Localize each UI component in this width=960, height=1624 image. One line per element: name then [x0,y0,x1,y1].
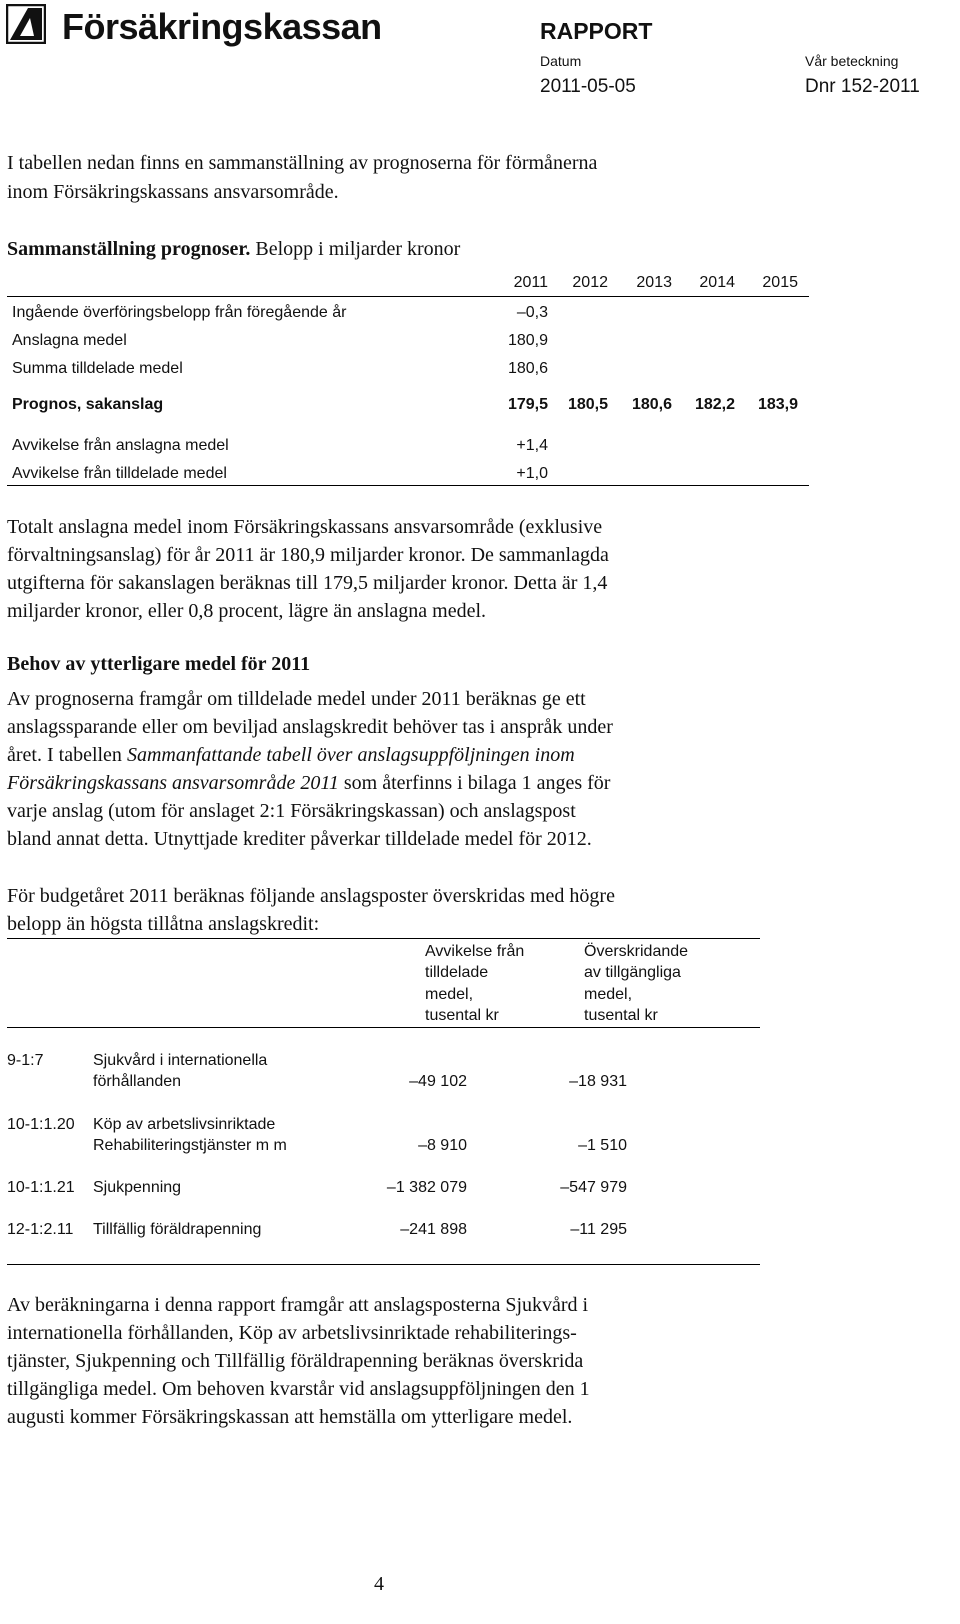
table2-row-code: 9-1:7 [7,1052,44,1069]
year-2015: 2015 [762,274,798,291]
table1-bottom-rule [7,485,809,486]
para2-line: anslagssparande eller om beviljad anslagskredit behöver tas i anspråk under [7,716,613,738]
page-number: 4 [374,1573,384,1595]
table2-col2-header: av tillgängliga [584,964,681,981]
para2-text: som återfinns i bilaga 1 anges för [338,772,611,794]
intro-line-1: I tabellen nedan finns en sammanställning av prognoserna för förmånerna [7,152,598,174]
prognos-value-2012: 180,5 [567,396,608,413]
avvikelse-label: Avvikelse från anslagna medel [12,437,229,454]
table1-caption [7,238,460,261]
table2-row-name: Köp av arbetslivsinriktade [93,1116,276,1133]
table1-caption-rest: Belopp i miljarder kronor [250,238,461,260]
avvikelse-value: +1,0 [516,465,548,482]
logo-text: Försäkringskassan [62,6,382,47]
prognos-value-2015: 183,9 [757,396,798,413]
para1-line: Totalt anslagna medel inom Försäkringskassans ansvarsområde (exklusive [7,516,603,538]
para4-line: Av beräkningarna i denna rapport framgår att anslagsposterna Sjukvård i [7,1294,589,1316]
prognos-value-2013: 180,6 [631,396,672,413]
table2-top-rule [7,938,760,939]
table2-bottom-rule [7,1264,760,1265]
prognos-value-2011: 179,5 [507,396,548,413]
row-value: 180,9 [507,332,548,349]
table2-row-value: –547 979 [560,1179,627,1196]
table2-col2-header: tusental kr [584,1007,658,1024]
year-2014: 2014 [699,274,735,291]
document-type: RAPPORT [540,18,653,44]
para1-line: utgifterna för sakanslagen beräknas till 179,5 miljarder kronor. Detta är 1,4 [7,572,608,594]
year-2012: 2012 [572,274,608,291]
prognos-value-2014: 182,2 [694,396,735,413]
table2-row-value: –241 898 [400,1221,467,1238]
table2-row-name: Rehabiliteringstjänster m m [93,1137,287,1154]
row-value: –0,3 [516,304,548,321]
para2-line: bland annat detta. Utnyttjade krediter påverkar tilldelade medel för 2012. [7,828,592,850]
table2-row-name: Tillfällig föräldrapenning [93,1221,262,1238]
row-value: 180,6 [507,360,548,377]
prognos-label: Prognos, sakanslag [12,396,164,413]
row-label: Anslagna medel [12,332,127,349]
para4-line: tjänster, Sjukpenning och Tillfällig föräldrapenning beräknas överskrida [7,1350,584,1372]
table2-row-code: 12-1:2.11 [7,1221,74,1238]
table2-row-value: –18 931 [569,1073,627,1090]
table2-col2-header: medel, [584,986,633,1003]
table2-col2-header: Överskridande [584,943,689,960]
row-label: Summa tilldelade medel [12,360,183,377]
table2-row-value: –1 382 079 [386,1179,467,1196]
para2-line [7,772,610,795]
para2-italic-title: Försäkringskassans ansvarsområde 2011 [7,772,339,794]
para4-line: internationella förhållanden, Köp av arbetslivsinriktade rehabiliterings- [7,1322,577,1344]
section-heading: Behov av ytterligare medel för 2011 [7,653,311,675]
date-value: 2011-05-05 [540,76,636,97]
para1-line: miljarder kronor, eller 0,8 procent, lägre än anslagna medel. [7,600,487,622]
table2-col1-header: tusental kr [425,1007,499,1024]
avvikelse-value: +1,4 [516,437,548,454]
para1-line: förvaltningsanslag) för år 2011 är 180,9 miljarder kronor. De sammanlagda [7,544,609,566]
para2-line: Av prognoserna framgår om tilldelade medel under 2011 beräknas ge ett [7,688,586,710]
date-label: Datum [540,53,582,69]
table2-row-code: 10-1:1.21 [7,1179,75,1196]
reference-label: Vår beteckning [805,53,899,69]
avvikelse-label: Avvikelse från tilldelade medel [12,465,227,482]
year-2011: 2011 [513,274,548,291]
table2-row-value: –8 910 [418,1137,467,1154]
intro-line-2: inom Försäkringskassans ansvarsområde. [7,181,339,203]
table2-header-rule [7,1027,760,1028]
table2-col1-header: tilldelade [425,964,489,981]
table2-row-name: Sjukpenning [93,1179,182,1196]
para3-line: För budgetåret 2011 beräknas följande anslagsposter överskridas med högre [7,885,615,907]
para2-line: varje anslag (utom för anslaget 2:1 Försäkringskassan) och anslagspost [7,800,576,822]
para2-line [7,744,575,767]
para4-line: tillgängliga medel. Om behoven kvarstår vid anslagsuppföljningen den 1 [7,1378,590,1400]
para2-text: året. I tabellen [7,744,127,766]
reference-value: Dnr 152-2011 [805,76,920,97]
para2-italic-title: Sammanfattande tabell över anslagsuppföljningen inom [126,744,575,766]
table2-row-value: –1 510 [578,1137,627,1154]
table2-row-value: –11 295 [570,1221,627,1238]
table2-row-name: Sjukvård i internationella [93,1052,268,1069]
table1-header-rule [7,296,809,297]
logo-mark-icon [6,4,46,44]
para3-line: belopp än högsta tillåtna anslagskredit: [7,913,320,935]
table1-caption-bold: Sammanställning prognoser. [7,238,251,260]
year-2013: 2013 [636,274,672,291]
row-label: Ingående överföringsbelopp från föregående år [12,304,347,321]
table2-col1-header: medel, [425,986,474,1003]
table2-row-name: förhållanden [93,1073,182,1090]
table2-col1-header: Avvikelse från [425,943,525,960]
table2-row-code: 10-1:1.20 [7,1116,75,1133]
para4-line: augusti kommer Försäkringskassan att hemställa om ytterligare medel. [7,1406,573,1428]
table2-row-value: –49 102 [409,1073,467,1090]
